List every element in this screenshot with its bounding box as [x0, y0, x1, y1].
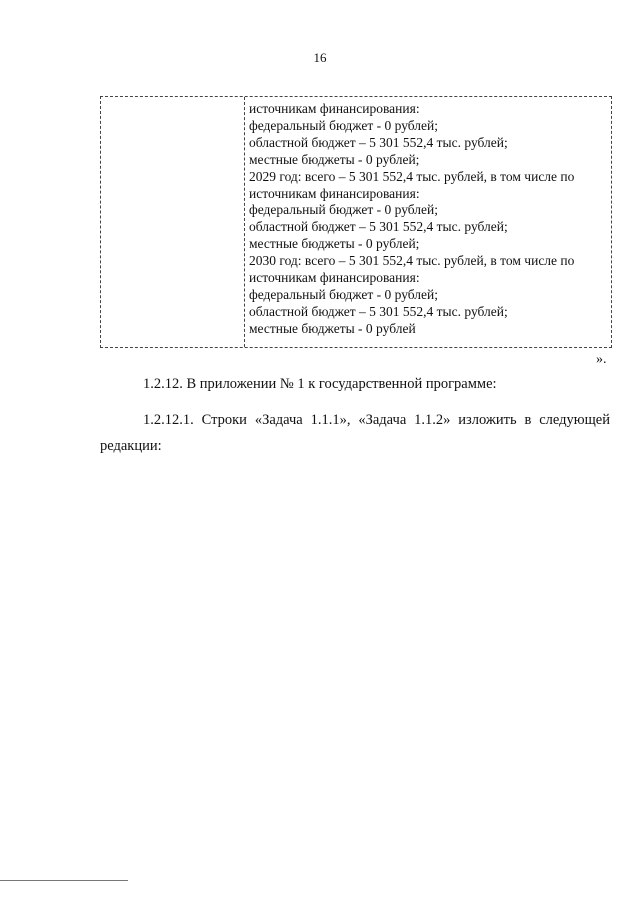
table-cell-line: 2030 год: всего – 5 301 552,4 тыс. рублей, в том числе по: [249, 253, 575, 269]
paragraph-word: 1.2.12.1.: [143, 412, 194, 428]
table-cell-line: областной бюджет – 5 301 552,4 тыс. рублей;: [249, 219, 508, 235]
table-column-divider: [244, 97, 245, 347]
table-cell-line: местные бюджеты - 0 рублей;: [249, 236, 420, 252]
paragraph-word: 1.1.1»,: [310, 412, 351, 428]
paragraph-word: «Задача: [254, 412, 303, 428]
closing-quote: ».: [596, 352, 607, 367]
table-cell-line: федеральный бюджет - 0 рублей;: [249, 202, 438, 218]
paragraph-word: 1.1.2»: [414, 412, 451, 428]
table-right-cell: [249, 101, 609, 338]
paragraph-word: следующей: [539, 412, 610, 428]
table-cell-line: источникам финансирования:: [249, 101, 420, 116]
paragraph-tasks-line-2: редакции:: [100, 438, 162, 454]
table-cell-line: местные бюджеты - 0 рублей;: [249, 151, 420, 167]
table-cell-line: источникам финансирования:: [249, 270, 420, 286]
budget-table: [100, 96, 612, 348]
table-cell-line: областной бюджет – 5 301 552,4 тыс. рублей;: [249, 134, 508, 150]
paragraph-word: изложить: [458, 412, 517, 428]
footer-rule: [0, 880, 128, 881]
page-number: 16: [313, 50, 327, 65]
table-cell-line: источникам финансирования:: [249, 185, 420, 201]
paragraph-tasks-line-1: [143, 412, 610, 429]
paragraph-word: «Задача: [358, 412, 407, 428]
table-cell-line: местные бюджеты - 0 рублей: [249, 320, 416, 336]
paragraph-word: Строки: [201, 412, 247, 428]
table-cell-line: 2029 год: всего – 5 301 552,4 тыс. рублей, в том числе по: [249, 168, 575, 184]
paragraph-appendix-1: 1.2.12. В приложении № 1 к государственной программе:: [143, 376, 497, 392]
table-cell-line: федеральный бюджет - 0 рублей;: [249, 117, 438, 133]
table-cell-line: областной бюджет – 5 301 552,4 тыс. рублей;: [249, 303, 508, 319]
paragraph-word: в: [524, 412, 532, 428]
table-cell-line: федеральный бюджет - 0 рублей;: [249, 286, 438, 302]
